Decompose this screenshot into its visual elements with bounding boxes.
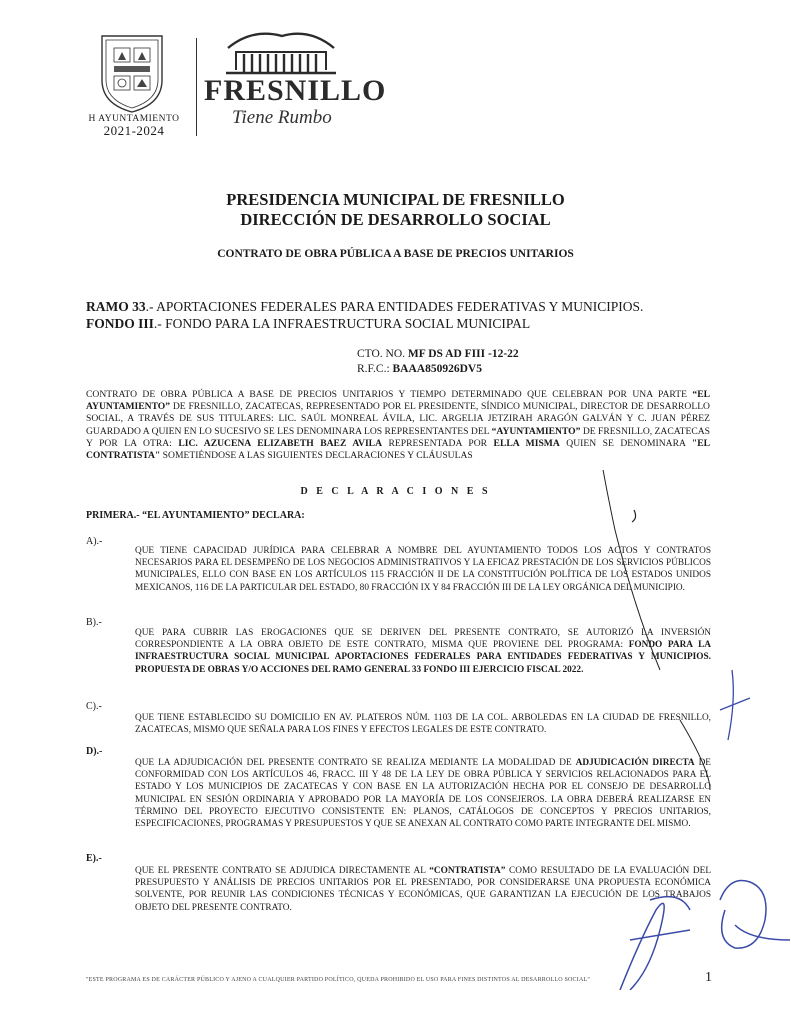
item-c-text: QUE TIENE ESTABLECIDO SU DOMICILIO EN AV. PLATEROS NÚM. 1103 DE LA COL. ARBOLEDAS EN LA CIUDAD DE FRESNILLO, ZACATECAS, MISMO QUE SEÑALA PARA LOS FINES Y EFECTOS LEGALES DE ESTE CONTRATO. [135,713,711,736]
page-subtitle: DIRECCIÓN DE DESARROLLO SOCIAL [240,210,551,229]
fondo-label: FONDO III [86,316,154,331]
item-b-label: B).- [86,617,102,628]
document-type: CONTRATO DE OBRA PÚBLICA A BASE DE PRECIOS UNITARIOS [217,248,574,260]
item-a-label: A).- [86,536,103,547]
rfc-line: R.F.C.: BAAA850926DV5 [357,363,482,375]
item-a-text: QUE TIENE CAPACIDAD JURÍDICA PARA CELEBRAR A NOMBRE DEL AYUNTAMIENTO TODOS LOS ACTOS Y CONTRATOS NECESARIOS PARA EL DESEMPEÑO DE LOS NEGOCIOS ADMINISTRATIVOS Y LA EFICAZ PRESTACIÓN DE LOS SERVICIOS PÚBLICOS MUNICIPALES, ELLO CON BASE EN LOS ARTÍCULOS 115 FRACCIÓN II DE LA CONSTITUCIÓN POLÍTICA DE LOS ESTADOS UNIDOS MEXICANOS, 116 DE LA PARTICULAR DEL ESTADO, 80 FRACCIÓN IX Y 84 FRACCIÓN III DE LA LEY ORGÁNICA DEL MUNICIPIO. [135,546,711,593]
item-e-text: QUE EL PRESENTE CONTRATO SE ADJUDICA DIRECTAMENTE AL “CONTRATISTA” COMO RESULTADO DE LA EVALUACIÓN DEL PRESUPUESTO Y ANÁLISIS DE PRECIOS UNITARIOS POR EL PRESENTADO, POR CONSIDERARSE UNA PROPUESTA ECONÓMICA SOLVENTE, POR REUNIR LAS CONDICIONES TÉCNICAS Y ECONÓMICAS, QUE GARANTIZAN LA EJECUCIÓN DE LOS TRABAJOS OBJETO DEL PRESENTE CONTRATO. [135,866,712,913]
page-number: 1 [705,970,712,985]
item-d-label: D).- [86,746,103,757]
brand-tagline: Tiene Rumbo [232,107,332,128]
rfc-value: BAAA850926DV5 [392,363,482,375]
item-d-text: QUE LA ADJUDICACIÓN DEL PRESENTE CONTRATO SE REALIZA MEDIANTE LA MODALIDAD DE ADJUDICACIÓN DIRECTA DE CONFORMIDAD CON LOS ARTÍCULOS 46, FRACC. III Y 48 DE LA LEY DE OBRA PÚBLICA Y SERVICIOS RELACIONADOS PARA EL ESTADO Y LOS MUNICIPIOS DE ZACATECAS Y CON BASE EN LA AUTORIZACIÓN HECHA POR EL CONSEJO DE DESARROLLO MUNICIPAL EN SESIÓN ORDINARIA Y APROBADO POR LA MAYORÍA DE LOS CONSEJEROS. LA OBRA DEBERÁ REALIZARSE EN TÉRMINO DEL PROYECTO EJECUTIVO CONSISTENTE EN: PLANOS, CATÁLOGOS DE CONCEPTOS Y PRECIOS UNITARIOS, ESPECIFICACIONES, PROGRAMAS Y PRESUPUESTOS Y QUE SE ANEXAN AL CONTRATO COMO PARTE INTEGRANTE DEL MISMO. [135,758,711,830]
signature-marks [560,470,791,990]
ramo-line [86,298,643,315]
item-c-label: C).- [86,701,102,712]
ayuntamiento-label: H AYUNTAMIENTO 2021-2024 [84,114,184,136]
page-title: PRESIDENCIA MUNICIPAL DE FRESNILLO [226,190,565,209]
item-b-text: QUE PARA CUBRIR LAS EROGACIONES QUE SE DERIVEN DEL PRESENTE CONTRATO, SE AUTORIZÓ LA INVERSIÓN CORRESPONDIENTE A LA OBRA OBJETO DE ESTE CONTRATO, MISMA QUE PROVIENE DEL PROGRAMA: FONDO PARA LA INFRAESTRUCTURA SOCIAL MUNICIPAL APORTACIONES FEDERALES PARA ENTIDADES FEDERATIVAS Y MUNICIPIOS. PROPUESTA DE OBRAS Y/O ACCIONES DEL RAMO GENERAL 33 FONDO III EJERCICIO FISCAL 2022. [135,628,711,675]
primera-heading: PRIMERA.- “EL AYUNTAMIENTO” DECLARA: [86,510,305,521]
fresnillo-skyline-icon [222,26,340,76]
item-e-label: E).- [86,853,102,864]
fondo-text: .- FONDO PARA LA INFRAESTRUCTURA SOCIAL MUNICIPAL [153,316,531,331]
intro-paragraph: CONTRATO DE OBRA PÚBLICA A BASE DE PRECIOS UNITARIOS Y TIEMPO DETERMINADO QUE CELEBRAN POR UNA PARTE “EL AYUNTAMIENTO” DE FRESNILLO, ZACATECAS, REPRESENTADO POR EL PRESIDENTE, SÍNDICO MUNICIPAL, DIRECTOR DE DESARROLLO SOCIAL, A TRAVÉS DE SUS TITULARES: LIC. SAÚL MONREAL ÁVILA, LIC. ARGELIA JETZIRAH ARAGÓN GALVÁN Y C. JUAN PÉREZ GUARDADO A QUIEN EN LO SUCESIVO SE LES DENOMINARA LOS REPRESENTANTES DEL “AYUNTAMIENTO” DE FRESNILLO, ZACATECAS Y POR LA OTRA: LIC. AZUCENA ELIZABETH BAEZ AVILA REPRESENTADA POR ELLA MISMA QUIEN SE DENOMINARA "EL CONTRATISTA" SOMETIÉNDOSE A LAS SIGUIENTES DECLARACIONES Y CLÁUSULAS [86,389,710,462]
contract-number-value: MF DS AD FIII -12-22 [407,348,519,360]
header-divider [196,38,197,136]
fondo-line [86,315,530,332]
brand-name: FRESNILLO [204,74,387,107]
contract-number: CTO. NO. MF DS AD FIII -12-22 [357,348,519,360]
ramo-label: RAMO 33 [86,299,146,314]
ramo-text: .- APORTACIONES FEDERALES PARA ENTIDADES FEDERATIVAS Y MUNICIPIOS. [145,299,644,314]
footer-note: "ESTE PROGRAMA ES DE CARÁCTER PÚBLICO Y AJENO A CUALQUIER PARTIDO POLÍTICO, QUEDA PROHIBIDO EL USO PARA FINES DISTINTOS AL DESARROLLO SOCIAL" [86,977,591,983]
declaraciones-heading: D E C L A R A C I O N E S [300,486,491,497]
years-label: 2021-2024 [103,123,165,138]
municipal-seal-icon [92,30,172,116]
